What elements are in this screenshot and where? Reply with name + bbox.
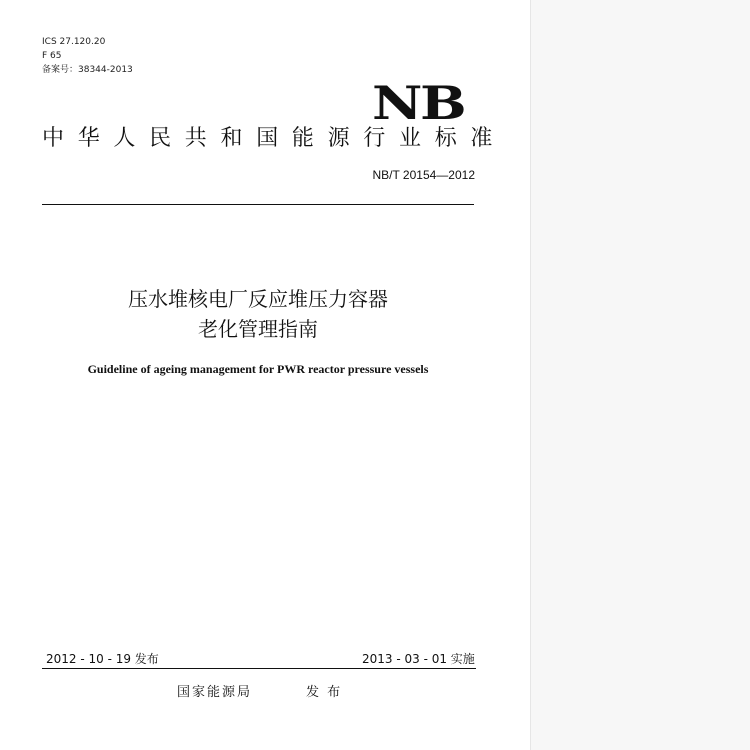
nb-logo: NB [372,76,465,130]
standard-code: NB/T 20154—2012 [372,168,475,182]
ics-code: ICS 27.120.20 [42,37,106,47]
header-divider [42,204,474,205]
title-cn-line1: 压水堆核电厂反应堆压力容器 [128,287,388,311]
ccs-code: F 65 [42,51,62,61]
issuer-name: 国家能源局 [177,685,253,700]
standard-type-heading: 中华人民共和国能源行业标准 [42,126,507,151]
issuer-action: 发 布 [306,685,343,700]
issue-date: 2012 - 10 - 19 发布 [46,652,159,666]
record-number: 备案号：38344-2013 [42,65,133,75]
footer-divider [42,668,476,669]
effective-date: 2013 - 03 - 01 实施 [362,652,475,666]
title-cn-line2: 老化管理指南 [198,317,318,341]
page-margin [530,0,750,750]
title-en: Guideline of ageing management for PWR reactor pressure vessels [87,362,429,376]
